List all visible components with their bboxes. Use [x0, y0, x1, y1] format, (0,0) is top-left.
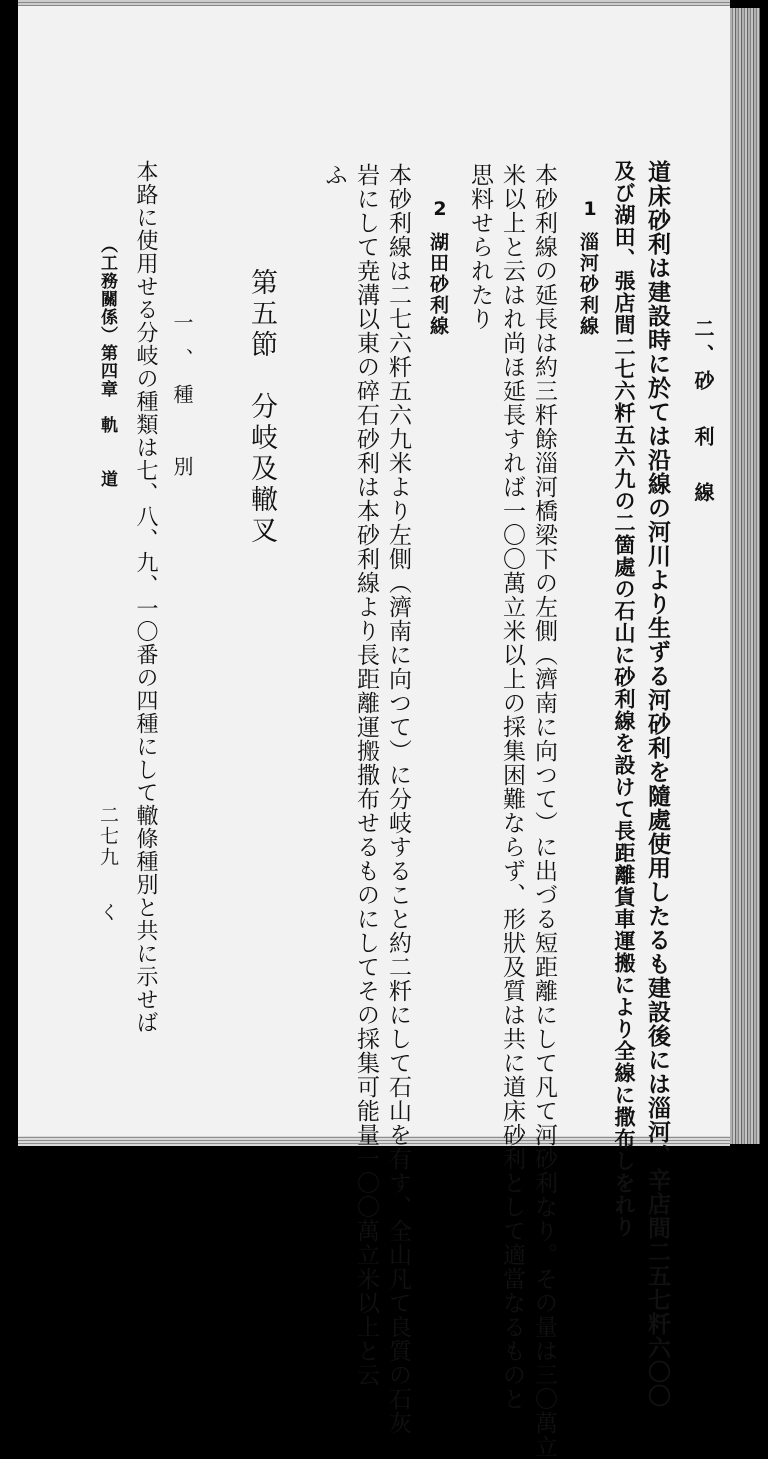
subsection-title: 淄河砂利線	[577, 232, 599, 337]
subsection-number: 2	[429, 198, 451, 222]
page-number: 二七九	[97, 805, 119, 868]
paragraph-line: 及び湖田、張店間二七六粁五六九の二箇處の石山に砂利線を設けて長距離貨車運搬により全線に撒布しをれり	[612, 160, 637, 1238]
running-footer: （工務關係）第四章 軌 道	[97, 236, 117, 488]
paragraph-line: 思料せられたり	[467, 163, 493, 331]
paragraph-line: 米以上と云はれ尚ほ延長すれば一〇〇萬立米以上の採集困難ならず、形狀及質は共に道床砂利として適當なるものと	[499, 163, 525, 1411]
section-title: 第五節 分岐及轍叉	[246, 268, 277, 547]
paragraph-line: 岩にして尭溝以東の碎石砂利は本砂利線より長距離運搬撒布せるものにしてその採集可能量一〇〇萬立米以上と云	[353, 163, 379, 1387]
page-edge-right	[730, 8, 760, 1144]
item-heading: 一、種 別	[170, 312, 194, 492]
section-heading: 二、砂 利 線	[691, 318, 715, 508]
paragraph-line: ふ	[321, 163, 347, 187]
page-mark: く	[97, 902, 119, 923]
paragraph-line: 道床砂利は建設時に於ては沿線の河川より生ずる河砂利を隨處使用したるも建設後には淄河、辛店間二五七粁六〇〇	[644, 160, 671, 1408]
subsection-number: 1	[579, 198, 601, 222]
subsection-title: 湖田砂利線	[427, 232, 449, 337]
paragraph-line: 本路に使用せる分岐の種類は七、八、九、一〇番の四種にして轍條種別と共に示せば	[133, 160, 158, 1034]
paragraph-line: 本砂利線は二七六粁五六九米より左側（濟南に向つて）に分岐すること約二粁にして石山を有す、全山凡て良質の石灰	[385, 163, 411, 1435]
paragraph-line: 本砂利線の延長は約三粁餘淄河橋梁下の左側（濟南に向つて）に出づる短距離にして凡て河砂利なり。その量は三〇萬立	[531, 163, 557, 1459]
